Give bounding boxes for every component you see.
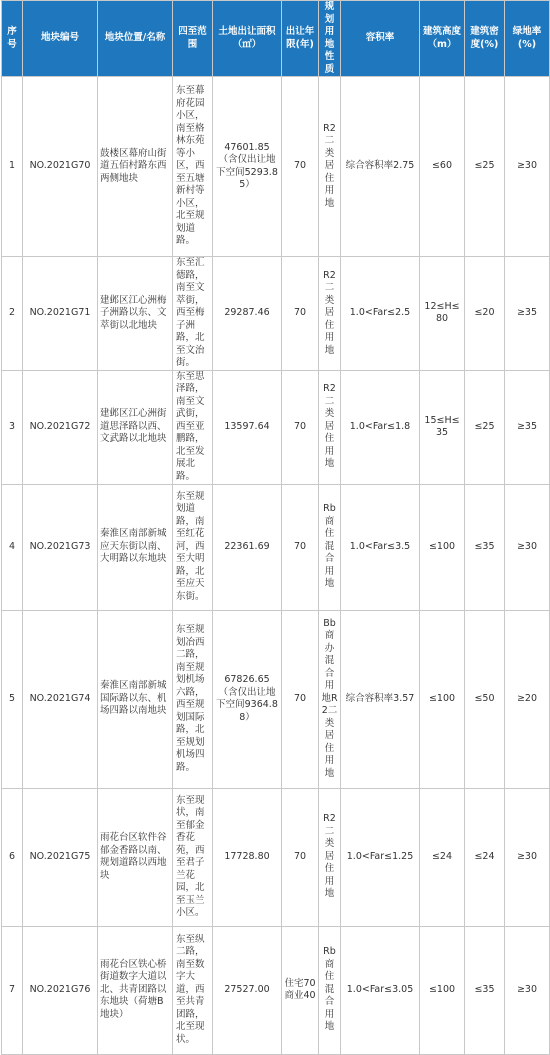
cell-land-use: Bb商办混合用地R2二类居住用地 [319, 610, 341, 788]
table-row [2, 926, 550, 1054]
cell-location: 秦淮区南部新城应天东街以南、大明路以东地块 [98, 484, 173, 610]
table-header [2, 1, 550, 77]
cell-height: ≤100 [420, 926, 465, 1054]
cell-density: ≤35 [465, 484, 505, 610]
cell-plot-ratio: 综合容积率2.75 [341, 77, 420, 257]
cell-green-ratio: ≥30 [505, 77, 550, 257]
cell-boundaries: 东至汇德路，南至文萃街，西至梅子洲路，北至文治街。 [173, 257, 213, 371]
cell-area: 67826.65（含仅出让地下空间9364.88） [213, 610, 282, 788]
cell-boundaries: 东至规划冶西二路，南至规划机场六路，西至规划国际路，北至规划机场四路。 [173, 610, 213, 788]
cell-plot-ratio: 1.0<Far≤3.05 [341, 926, 420, 1054]
cell-height: ≤100 [420, 484, 465, 610]
cell-index: 3 [2, 370, 23, 484]
header-index: 序号 [2, 1, 23, 77]
cell-parcel-code: NO.2021G71 [23, 257, 98, 371]
table-row [2, 370, 550, 484]
cell-land-use: R2二类居住用地 [319, 257, 341, 371]
cell-term: 70 [282, 610, 319, 788]
cell-green-ratio: ≥35 [505, 370, 550, 484]
cell-boundaries: 东至幕府花园小区，南至格林东苑等小区，西至五塘新村等小区，北至规划道路。 [173, 77, 213, 257]
cell-index: 6 [2, 788, 23, 926]
cell-area: 47601.85（含仅出让地下空间5293.85） [213, 77, 282, 257]
cell-boundaries: 东至思泽路，南至文武街，西至亚鹏路，北至发展北路。 [173, 370, 213, 484]
cell-height: 12≤H≤80 [420, 257, 465, 371]
table-row [2, 788, 550, 926]
cell-parcel-code: NO.2021G73 [23, 484, 98, 610]
cell-index: 5 [2, 610, 23, 788]
cell-parcel-code: NO.2021G76 [23, 926, 98, 1054]
cell-boundaries: 东至现状，南至郁金香花苑，西至君子兰花园，北至玉兰小区。 [173, 788, 213, 926]
cell-area: 22361.69 [213, 484, 282, 610]
header-land-use: 规划用地性质 [319, 1, 341, 77]
header-area: 土地出让面积（㎡） [213, 1, 282, 77]
cell-land-use: R2二类居住用地 [319, 370, 341, 484]
cell-parcel-code: NO.2021G70 [23, 77, 98, 257]
cell-term: 住宅70 商业40 [282, 926, 319, 1054]
cell-location: 建邺区江心洲梅子洲路以东、文萃街以北地块 [98, 257, 173, 371]
header-height: 建筑高度（m） [420, 1, 465, 77]
cell-land-use: Rb商住混合用地 [319, 484, 341, 610]
cell-location: 建邺区江心洲街道思泽路以西、文武路以北地块 [98, 370, 173, 484]
cell-term: 70 [282, 484, 319, 610]
cell-term: 70 [282, 370, 319, 484]
cell-land-use: R2二类居住用地 [319, 788, 341, 926]
cell-area: 13597.64 [213, 370, 282, 484]
header-green-ratio: 绿地率(%) [505, 1, 550, 77]
cell-area: 17728.80 [213, 788, 282, 926]
cell-green-ratio: ≥30 [505, 788, 550, 926]
cell-index: 2 [2, 257, 23, 371]
header-density: 建筑密度(%) [465, 1, 505, 77]
cell-green-ratio: ≥30 [505, 484, 550, 610]
cell-land-use: Rb商住混合用地 [319, 926, 341, 1054]
cell-term: 70 [282, 77, 319, 257]
land-parcel-table [1, 0, 550, 1055]
table-row [2, 257, 550, 371]
cell-green-ratio: ≥30 [505, 926, 550, 1054]
cell-parcel-code: NO.2021G72 [23, 370, 98, 484]
cell-index: 4 [2, 484, 23, 610]
cell-land-use: R2二类居住用地 [319, 77, 341, 257]
cell-index: 1 [2, 77, 23, 257]
cell-location: 雨花台区软件谷郁金香路以南、规划道路以西地块 [98, 788, 173, 926]
cell-location: 秦淮区南部新城国际路以东、机场四路以南地块 [98, 610, 173, 788]
cell-boundaries: 东至规划道路，南至红花河，西至大明路，北至应天东街。 [173, 484, 213, 610]
cell-density: ≤50 [465, 610, 505, 788]
header-term: 出让年限(年) [282, 1, 319, 77]
cell-term: 70 [282, 257, 319, 371]
cell-height: 15≤H≤35 [420, 370, 465, 484]
cell-boundaries: 东至纵二路，南至数字大道，西至共青团路，北至现状。 [173, 926, 213, 1054]
cell-density: ≤24 [465, 788, 505, 926]
cell-height: ≤24 [420, 788, 465, 926]
cell-index: 7 [2, 926, 23, 1054]
cell-density: ≤25 [465, 77, 505, 257]
cell-location: 鼓楼区幕府山街道五佰村路东西两侧地块 [98, 77, 173, 257]
cell-plot-ratio: 1.0<Far≤1.25 [341, 788, 420, 926]
table-row [2, 77, 550, 257]
cell-parcel-code: NO.2021G74 [23, 610, 98, 788]
cell-location: 雨花台区铁心桥街道数字大道以北、共青团路以东地块（荷塘B地块） [98, 926, 173, 1054]
table-body [2, 77, 550, 1055]
cell-density: ≤20 [465, 257, 505, 371]
cell-density: ≤35 [465, 926, 505, 1054]
table-row [2, 610, 550, 788]
cell-green-ratio: ≥35 [505, 257, 550, 371]
cell-area: 29287.46 [213, 257, 282, 371]
cell-parcel-code: NO.2021G75 [23, 788, 98, 926]
header-plot-ratio: 容积率 [341, 1, 420, 77]
header-parcel-code: 地块编号 [23, 1, 98, 77]
table-row [2, 484, 550, 610]
cell-green-ratio: ≥20 [505, 610, 550, 788]
header-location: 地块位置/名称 [98, 1, 173, 77]
cell-plot-ratio: 1.0<Far≤1.8 [341, 370, 420, 484]
cell-density: ≤25 [465, 370, 505, 484]
cell-area: 27527.00 [213, 926, 282, 1054]
cell-plot-ratio: 1.0<Far≤2.5 [341, 257, 420, 371]
header-boundaries: 四至范围 [173, 1, 213, 77]
cell-plot-ratio: 1.0<Far≤3.5 [341, 484, 420, 610]
cell-height: ≤100 [420, 610, 465, 788]
cell-plot-ratio: 综合容积率3.57 [341, 610, 420, 788]
header-row [2, 1, 550, 77]
cell-term: 70 [282, 788, 319, 926]
cell-height: ≤60 [420, 77, 465, 257]
